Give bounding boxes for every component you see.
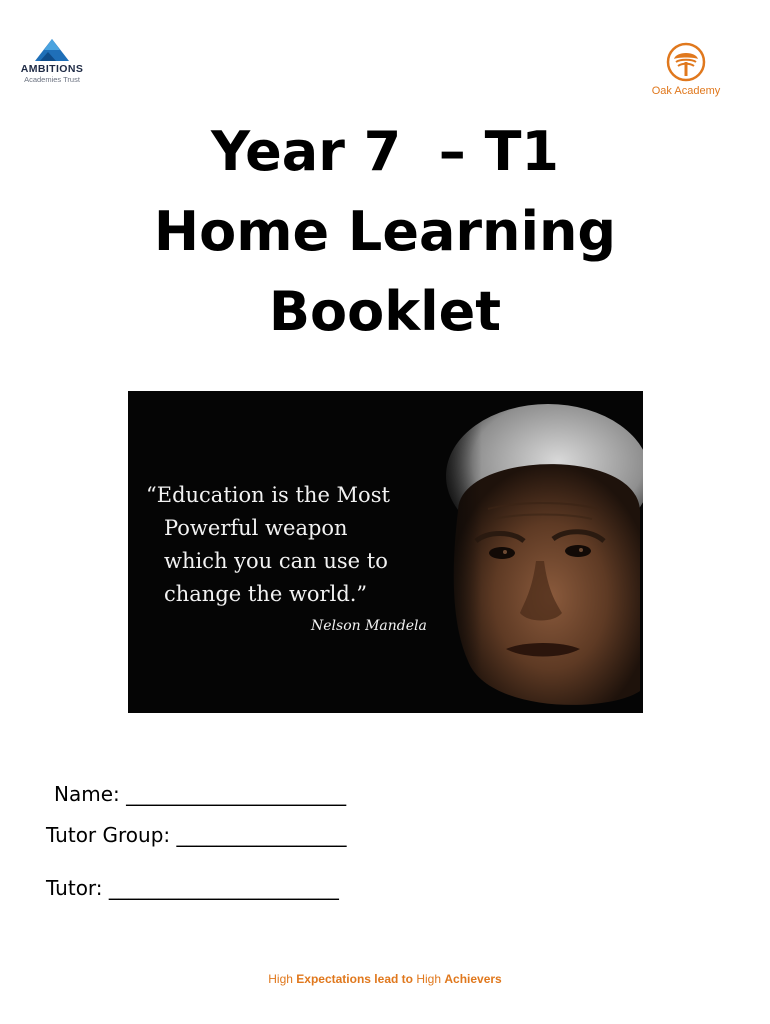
title-line-3: Booklet [268, 280, 502, 343]
ambitions-mountain-icon [34, 38, 70, 62]
footer-motto [0, 972, 770, 986]
title-line-1: Year 7 – T1 [210, 120, 560, 183]
footer-word-achievers: Achievers [444, 972, 502, 986]
tutor-group-field: Tutor Group: _________________ [46, 823, 347, 847]
ambitions-logo [14, 38, 90, 84]
quote-image [128, 391, 643, 713]
footer-word-high-2: High [416, 972, 442, 986]
oak-academy-logo [644, 42, 728, 97]
title-line-2: Home Learning [153, 200, 617, 263]
footer-word-expectations: Expectations lead to [296, 972, 413, 986]
quote-line-2: Powerful weapon [164, 516, 348, 540]
oak-tree-icon [666, 42, 706, 82]
oak-academy-logo-name: Oak Academy [651, 85, 721, 97]
ambitions-logo-name: AMBITIONS [20, 63, 84, 75]
quote-author: Nelson Mandela [311, 618, 427, 634]
quote-text [146, 479, 456, 611]
tutor-field: Tutor: _______________________ [46, 876, 339, 900]
quote-line-3: which you can use to [164, 549, 388, 573]
quote-line-1: “Education is the Most [146, 483, 390, 507]
footer-word-high-1: High [268, 972, 293, 986]
portrait-image [428, 391, 643, 713]
quote-line-4: change the world.” [164, 582, 368, 606]
booklet-title [0, 112, 770, 352]
name-field: Name: ______________________ [54, 782, 347, 806]
ambitions-logo-subtitle: Academies Trust [24, 75, 80, 84]
